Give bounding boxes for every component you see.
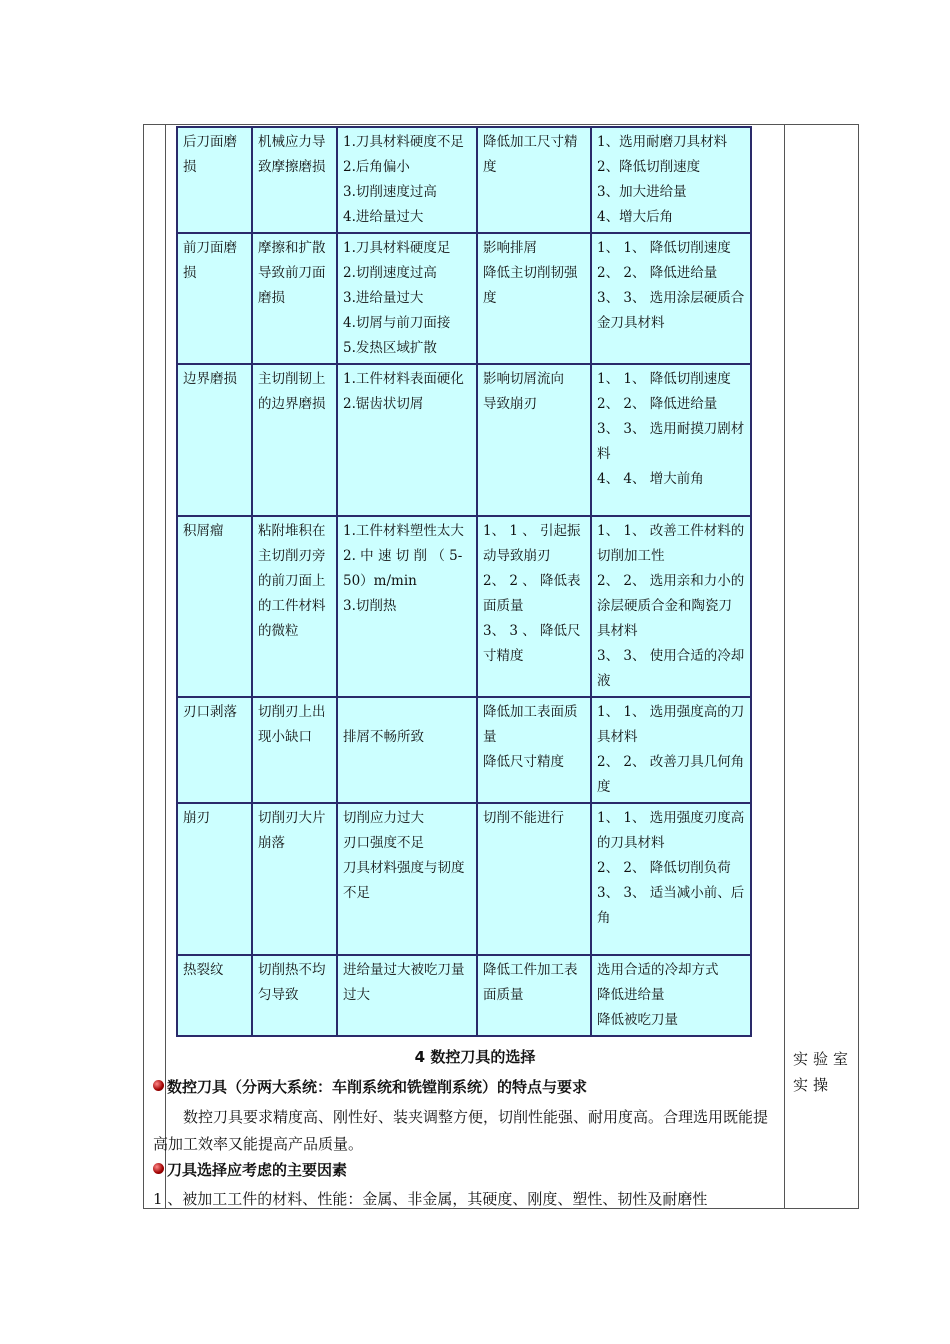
cell-line: 2.切削速度过高	[343, 265, 437, 281]
cell-line: 影响切屑流向	[483, 371, 564, 387]
cell-line: 选用合适的冷却方式	[597, 962, 719, 978]
red-bullet-icon	[153, 1163, 164, 1174]
cell-text: 切削刃大片崩落	[258, 810, 326, 851]
cell-text: 刃口剥落	[183, 704, 237, 720]
cell-line: 4.切屑与前刀面接	[343, 315, 451, 331]
cell-line: 1.工件材料塑性太大	[343, 523, 464, 539]
cell-line: 1、 1、 改善工件材料的切削加工性	[597, 523, 745, 564]
cell-line: 2. 中 速 切 削 （ 5-50）m/min	[343, 548, 463, 589]
wear-type-cell	[177, 516, 252, 697]
paragraph-requirements: 数控刀具要求精度高、刚性好、装夹调整方便，切削性能强、耐用度高。合理选用既能提高加工效率又能提高产品质量。	[153, 1108, 769, 1153]
cell-line: 3、 3、 使用合适的冷却液	[597, 648, 745, 689]
side-note: 实验室实操	[793, 1050, 854, 1094]
cell-line: 降低进给量	[597, 987, 665, 1003]
cell-text: 热裂纹	[183, 962, 224, 978]
wear-type-cell	[177, 233, 252, 364]
cell-line: 3、 3 、 降低尺寸精度	[483, 623, 581, 664]
wear-factors-cell	[337, 233, 477, 364]
cell-text: 积屑瘤	[183, 523, 224, 539]
cell-line: 1、 1、 降低切削速度	[597, 371, 731, 387]
cell-text: 切削刃上出现小缺口	[258, 704, 326, 745]
heading-features: 数控刀具（分两大系统：车削系统和铣镗削系统）的特点与要求	[153, 1076, 587, 1097]
wear-effect-cell	[477, 955, 591, 1036]
cell-line: 4、增大后角	[597, 209, 674, 225]
cell-line: 降低加工尺寸精度	[483, 134, 578, 175]
cell-text: 后刀面磨损	[183, 134, 237, 175]
table-row	[177, 955, 751, 1036]
wear-cause-cell	[252, 803, 337, 955]
wear-cause-cell	[252, 233, 337, 364]
wear-factors-cell	[337, 516, 477, 697]
cell-line: 1.工件材料表面硬化	[343, 371, 464, 387]
cell-text: 前刀面磨损	[183, 240, 237, 281]
cell-line: 2、降低切削速度	[597, 159, 701, 175]
wear-factors-cell	[337, 364, 477, 516]
wear-factors-cell	[337, 803, 477, 955]
cell-line: 降低被吃刀量	[597, 1012, 678, 1028]
wear-effect-cell	[477, 127, 591, 233]
wear-remedy-cell	[591, 364, 751, 516]
wear-cause-cell	[252, 955, 337, 1036]
column-divider-right	[784, 124, 785, 1209]
cell-line: 1.刀具材料硬度不足	[343, 134, 464, 150]
tool-wear-table	[176, 126, 752, 1037]
cell-line: 3、加大进给量	[597, 184, 687, 200]
wear-remedy-cell	[591, 516, 751, 697]
cell-line: 3.切削速度过高	[343, 184, 437, 200]
wear-remedy-cell	[591, 955, 751, 1036]
cell-text: 机械应力导致摩擦磨损	[258, 134, 326, 175]
wear-cause-cell	[252, 364, 337, 516]
cell-text: 边界磨损	[183, 371, 237, 387]
cell-line: 3、 3、 选用耐摸刀剧材料	[597, 421, 745, 462]
wear-effect-cell	[477, 803, 591, 955]
cell-line: 1、 1、 降低切削速度	[597, 240, 731, 256]
red-bullet-icon	[153, 1080, 164, 1091]
cell-text: 崩刃	[183, 810, 210, 826]
cell-line: 降低尺寸精度	[483, 754, 564, 770]
wear-effect-cell	[477, 516, 591, 697]
wear-cause-cell	[252, 697, 337, 803]
cell-line: 影响排屑	[483, 240, 537, 256]
cell-line: 2.锯齿状切屑	[343, 396, 424, 412]
cell-line: 3.切削热	[343, 598, 397, 614]
wear-type-cell	[177, 697, 252, 803]
table-row	[177, 233, 751, 364]
cell-line: 1、 1、 选用强度刃度高的刀具材料	[597, 810, 745, 851]
cell-line: 1、选用耐磨刀具材料	[597, 134, 728, 150]
cell-line: 1、 1、 选用强度高的刀具材料	[597, 704, 745, 745]
cell-line: 导致崩刃	[483, 396, 537, 412]
cell-line: 3.进给量过大	[343, 290, 424, 306]
cell-line: 2、 2、 降低进给量	[597, 265, 718, 281]
cell-line: 2、 2、 降低进给量	[597, 396, 718, 412]
cell-line: 2、 2 、 降低表面质量	[483, 573, 581, 614]
wear-remedy-cell	[591, 127, 751, 233]
cell-line: 5.发热区域扩散	[343, 340, 437, 356]
cell-line: 2、 2、 选用亲和力小的涂层硬质合金和陶瓷刀具材料	[597, 573, 745, 639]
wear-remedy-cell	[591, 697, 751, 803]
cell-line: 4.进给量过大	[343, 209, 424, 225]
cell-line: 降低主切削韧强度	[483, 265, 578, 306]
table-row	[177, 516, 751, 697]
cell-text: 摩擦和扩散导致前刀面磨损	[258, 240, 326, 306]
cell-line: 1、 1 、 引起振动导致崩刃	[483, 523, 581, 564]
cell-line: 降低工件加工表面质量	[483, 962, 578, 1003]
cell-line: 2.后角偏小	[343, 159, 410, 175]
cell-line: 切削不能进行	[483, 810, 564, 826]
cell-line	[343, 700, 471, 725]
cell-line: 进给量过大被吃刀量过大	[343, 962, 465, 1003]
wear-cause-cell	[252, 516, 337, 697]
cell-line: 3、 3、 选用涂层硬质合金刀具材料	[597, 290, 745, 331]
wear-type-cell	[177, 803, 252, 955]
wear-effect-cell	[477, 364, 591, 516]
cell-line: 排屑不畅所致	[343, 729, 424, 745]
heading-factors: 刀具选择应考虑的主要因素	[153, 1159, 347, 1180]
wear-remedy-cell	[591, 803, 751, 955]
wear-factors-cell	[337, 955, 477, 1036]
paragraph-factor-1: 1 、被加工工件的材料、性能：金属、非金属，其硬度、刚度、塑性、韧性及耐磨性	[153, 1190, 708, 1208]
cell-line: 2、 2、 改善刀具几何角度	[597, 754, 745, 795]
cell-line: 3、 3、 适当减小前、后角	[597, 885, 745, 926]
wear-effect-cell	[477, 233, 591, 364]
cell-line: 刃口强度不足	[343, 835, 424, 851]
section-title: 4 数控刀具的选择	[414, 1048, 536, 1066]
cell-text: 切削热不均匀导致	[258, 962, 326, 1003]
table-row	[177, 803, 751, 955]
wear-type-cell	[177, 364, 252, 516]
cell-line: 切削应力过大	[343, 810, 424, 826]
cell-text: 粘附堆积在主切削刃旁的前刀面上的工件材料的微粒	[258, 523, 326, 639]
cell-text: 主切削韧上的边界磨损	[258, 371, 326, 412]
cell-line: 刀具材料强度与韧度不足	[343, 860, 465, 901]
wear-type-cell	[177, 127, 252, 233]
wear-effect-cell	[477, 697, 591, 803]
wear-remedy-cell	[591, 233, 751, 364]
table-row	[177, 364, 751, 516]
table-row	[177, 127, 751, 233]
wear-cause-cell	[252, 127, 337, 233]
cell-line: 1.刀具材料硬度足	[343, 240, 451, 256]
cell-line: 4、 4、 增大前角	[597, 471, 704, 487]
cell-line: 降低加工表面质量	[483, 704, 578, 745]
cell-line: 2、 2、 降低切削负荷	[597, 860, 731, 876]
table-row	[177, 697, 751, 803]
wear-factors-cell	[337, 127, 477, 233]
wear-factors-cell	[337, 697, 477, 803]
wear-type-cell	[177, 955, 252, 1036]
